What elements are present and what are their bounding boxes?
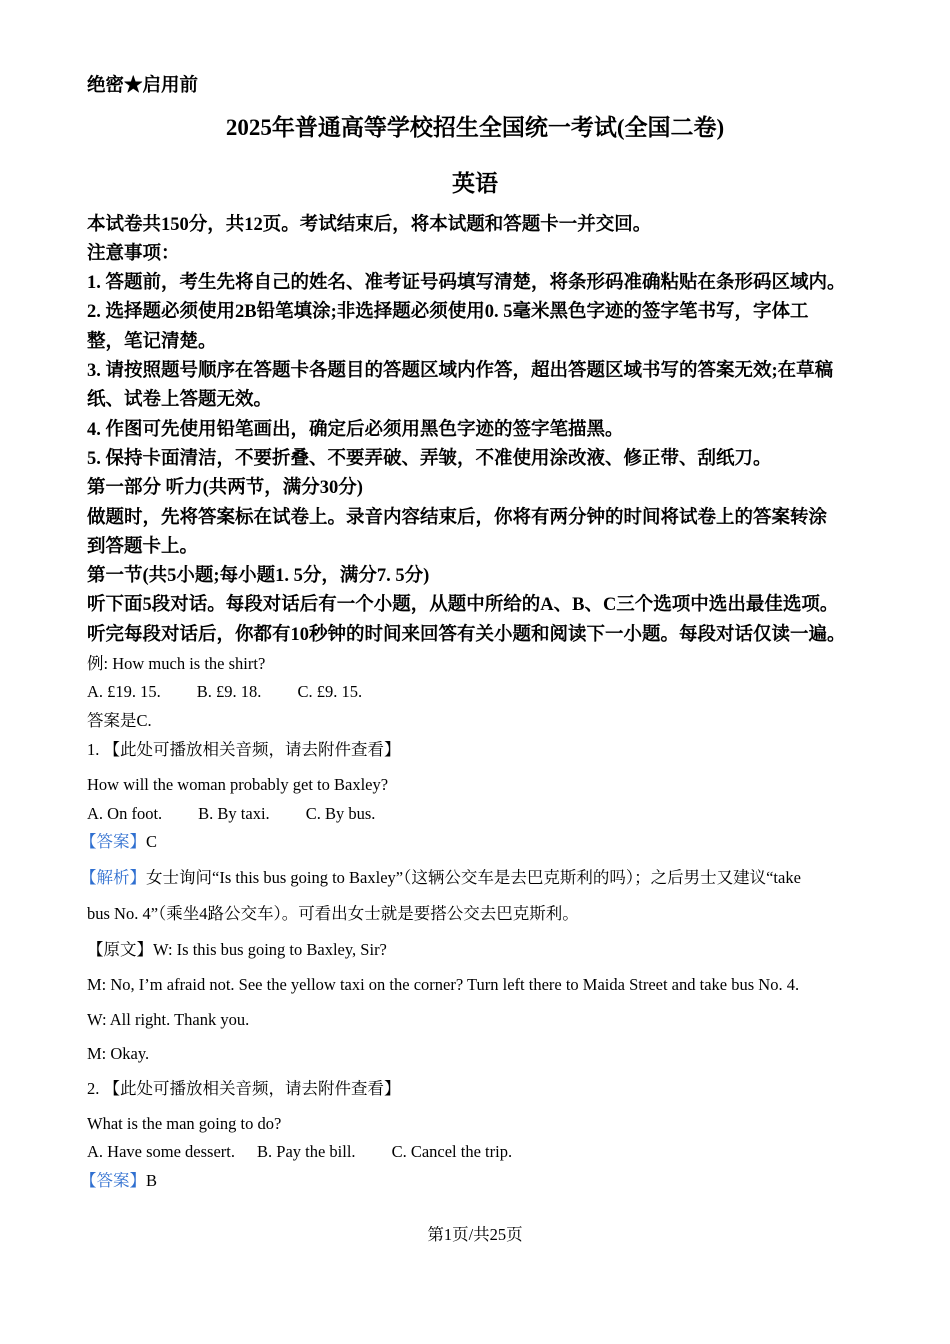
notice-item: 1. 答题前，考生先将自己的姓名、准考证号码填写清楚，将条形码准确粘贴在条形码区域内。 bbox=[87, 273, 846, 293]
analysis-tag: 【解析】 bbox=[80, 868, 146, 887]
notice-item: 4. 作图可先使用铅笔画出，确定后必须用黑色字迹的签字笔描黑。 bbox=[87, 420, 624, 440]
section1-heading: 第一节(共5小题;每小题1. 5分，满分7. 5分) bbox=[87, 566, 430, 586]
option: C. £9. 15. bbox=[297, 682, 363, 701]
part1-desc: 到答题卡上。 bbox=[87, 537, 199, 557]
q2-options bbox=[87, 1144, 512, 1161]
q1-answer bbox=[80, 834, 157, 851]
q1-analysis-cont: bus No. 4”（乘坐4路公交车）。可看出女士就是要搭公交去巴克斯利。 bbox=[87, 904, 579, 923]
q2-question: What is the man going to do? bbox=[87, 1114, 282, 1133]
transcript-line: M: No, I’m afraid not. See the yellow taxi on the corner? Turn left there to Maida Street and take bus No. 4. bbox=[87, 975, 800, 994]
section1-desc: 听下面5段对话。每段对话后有一个小题，从题中所给的A、B、C三个选项中选出最佳选项。 bbox=[87, 595, 839, 615]
q2-answer bbox=[80, 1173, 157, 1190]
page-footer: 第1页/共25页 bbox=[427, 1225, 523, 1244]
option: C. By bus. bbox=[305, 804, 376, 823]
intro: 本试卷共150分，共12页。考试结束后，将本试题和答题卡一并交回。 bbox=[87, 215, 652, 235]
subject-title: 英语 bbox=[452, 171, 498, 196]
exam-title: 2025年普通高等学校招生全国统一考试(全国二卷) bbox=[225, 115, 725, 140]
option: B. Pay the bill. bbox=[257, 1142, 356, 1161]
part1-desc: 做题时，先将答案标在试卷上。录音内容结束后，你将有两分钟的时间将试卷上的答案转涂 bbox=[87, 508, 828, 528]
q1-question: How will the woman probably get to Baxley? bbox=[87, 775, 389, 794]
answer-value: C bbox=[146, 832, 158, 851]
q1-options bbox=[87, 806, 375, 823]
option: B. By taxi. bbox=[198, 804, 270, 823]
notice-item: 纸、试卷上答题无效。 bbox=[87, 390, 273, 410]
notice-item: 3. 请按照题号顺序在答题卡各题目的答题区域内作答，超出答题区域书写的答案无效;在草稿 bbox=[87, 361, 834, 381]
option: A. Have some dessert. bbox=[87, 1142, 236, 1161]
q1-analysis bbox=[80, 870, 801, 887]
transcript-line: W: All right. Thank you. bbox=[87, 1010, 250, 1029]
analysis-text: 女士询问“Is this bus going to Baxley”（这辆公交车是去巴克斯利的吗）；之后男士又建议“take bbox=[146, 868, 801, 887]
notice-item: 2. 选择题必须使用2B铅笔填涂;非选择题必须使用0. 5毫米黑色字迹的签字笔书写，字体工 bbox=[87, 302, 809, 322]
notice-item: 整，笔记清楚。 bbox=[87, 332, 217, 352]
option: C. Cancel the trip. bbox=[391, 1142, 513, 1161]
example-question: 例: How much is the shirt? bbox=[87, 654, 266, 673]
transcript-line: M: Okay. bbox=[87, 1044, 150, 1063]
q1-audio-placeholder: 1. 【此处可播放相关音频，请去附件查看】 bbox=[87, 740, 401, 759]
option: B. £9. 18. bbox=[196, 682, 262, 701]
option: A. On foot. bbox=[87, 804, 163, 823]
answer-value: B bbox=[146, 1171, 158, 1190]
part1-heading: 第一部分 听力(共两节，满分30分) bbox=[87, 478, 363, 498]
example-options bbox=[87, 684, 362, 701]
confidential-label: 绝密★启用前 bbox=[87, 76, 199, 96]
notice-heading: 注意事项： bbox=[87, 244, 180, 264]
example-answer: 答案是C. bbox=[87, 711, 152, 730]
answer-tag: 【答案】 bbox=[80, 1171, 146, 1190]
option: A. £19. 15. bbox=[87, 682, 161, 701]
notice-item: 5. 保持卡面清洁，不要折叠、不要弄破、弄皱，不准使用涂改液、修正带、刮纸刀。 bbox=[87, 449, 772, 469]
section1-desc: 听完每段对话后，你都有10秒钟的时间来回答有关小题和阅读下一小题。每段对话仅读一遍。 bbox=[87, 625, 846, 645]
transcript-line: 【原文】W: Is this bus going to Baxley, Sir? bbox=[87, 940, 387, 959]
q2-audio-placeholder: 2. 【此处可播放相关音频，请去附件查看】 bbox=[87, 1079, 401, 1098]
answer-tag: 【答案】 bbox=[80, 832, 146, 851]
